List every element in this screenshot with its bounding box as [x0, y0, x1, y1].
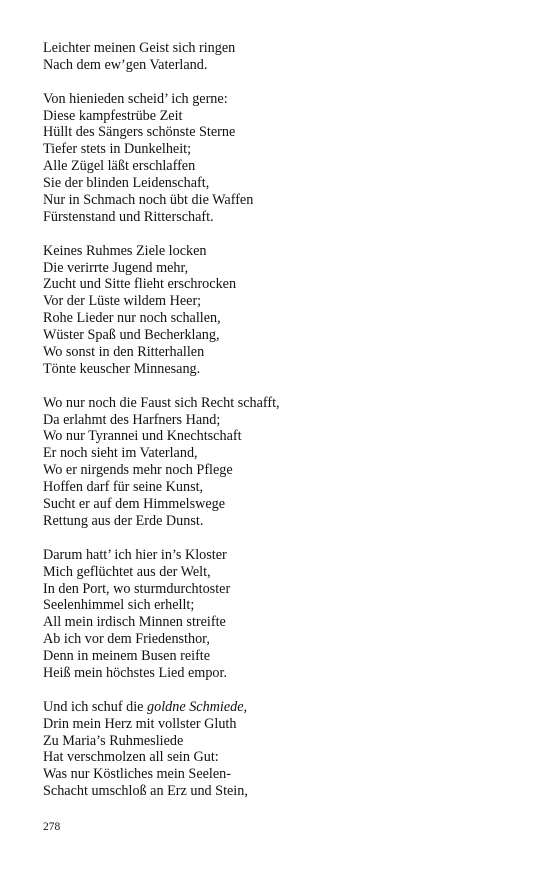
- poem-line: Seelenhimmel sich erhellt;: [43, 597, 195, 614]
- poem-line: Er noch sieht im Vaterland,: [43, 445, 198, 462]
- poem-line: Keines Ruhmes Ziele locken: [43, 242, 207, 259]
- poem-line: Tönte keuscher Minnesang.: [43, 360, 201, 377]
- poem-line: Nach dem ew’gen Vaterland.: [43, 56, 208, 73]
- poem-line: Tiefer stets in Dunkelheit;: [43, 141, 192, 158]
- poem-line: Mich geflüchtet aus der Welt,: [43, 563, 211, 580]
- poem-line: Hat verschmolzen all sein Gut:: [43, 749, 219, 766]
- poem-line: All mein irdisch Minnen streifte: [43, 614, 226, 631]
- poem-text: [43, 40, 523, 817]
- poem-line: Hüllt des Sängers schönste Sterne: [43, 124, 236, 141]
- poem-line: Drin mein Herz mit vollster Gluth: [43, 715, 237, 732]
- stanza-3: [43, 243, 523, 378]
- poem-line: Da erlahmt des Harfners Hand;: [43, 411, 221, 428]
- poem-line: Heiß mein höchstes Lied empor.: [43, 664, 228, 681]
- poem-line: Was nur Köstliches mein Seelen-: [43, 766, 231, 783]
- poem-line: Rettung aus der Erde Dunst.: [43, 512, 204, 529]
- poem-line: Zu Maria’s Ruhmesliede: [43, 732, 184, 749]
- poem-line: Wo nur noch die Faust sich Recht schafft,: [43, 394, 280, 411]
- poem-line: Leichter meinen Geist sich ringen: [43, 40, 236, 56]
- poem-line: Vor der Lüste wildem Heer;: [43, 293, 202, 310]
- stanza-2: [43, 91, 523, 226]
- stanza-4: [43, 395, 523, 530]
- poem-line: Wo nur Tyrannei und Knechtschaft: [43, 428, 242, 445]
- poem-line: Wüster Spaß und Becherklang,: [43, 327, 220, 344]
- stanza-1: [43, 40, 523, 74]
- poem-line: Ab ich vor dem Friedensthor,: [43, 631, 210, 648]
- poem-line: Diese kampfestrübe Zeit: [43, 107, 183, 124]
- page-number: 278: [43, 821, 61, 833]
- poem-line: Zucht und Sitte flieht erschrocken: [43, 276, 237, 293]
- stanza-5: [43, 547, 523, 682]
- stanza-6: [43, 699, 523, 800]
- poem-line: Denn in meinem Busen reifte: [43, 648, 211, 665]
- poem-line-start: Und ich schuf die: [43, 698, 148, 715]
- poem-line: Von hienieden scheid’ ich gerne:: [43, 90, 228, 107]
- poem-line: Nur in Schmach noch übt die Waffen: [43, 192, 254, 209]
- poem-line: In den Port, wo sturmdurchtoster: [43, 580, 231, 597]
- poem-line: Sucht er auf dem Himmelswege: [43, 496, 226, 513]
- poem-line: Darum hatt’ ich hier in’s Kloster: [43, 546, 227, 563]
- poem-line: Wo sonst in den Ritterhallen: [43, 344, 205, 361]
- poem-line: Fürstenstand und Ritterschaft.: [43, 208, 214, 225]
- poem-line: Die verirrte Jugend mehr,: [43, 259, 189, 276]
- poem-line: Sie der blinden Leidenschaft,: [43, 175, 210, 192]
- poem-line: Schacht umschloß an Erz und Stein,: [43, 783, 248, 800]
- poem-line: Wo er nirgends mehr noch Pflege: [43, 462, 233, 479]
- poem-line: Rohe Lieder nur noch schallen,: [43, 310, 221, 327]
- italic-phrase: goldne Schmiede,: [147, 698, 248, 715]
- poem-line: [43, 699, 523, 716]
- poem-line: Alle Zügel läßt erschlaffen: [43, 158, 196, 175]
- poem-line: Hoffen darf für seine Kunst,: [43, 479, 204, 496]
